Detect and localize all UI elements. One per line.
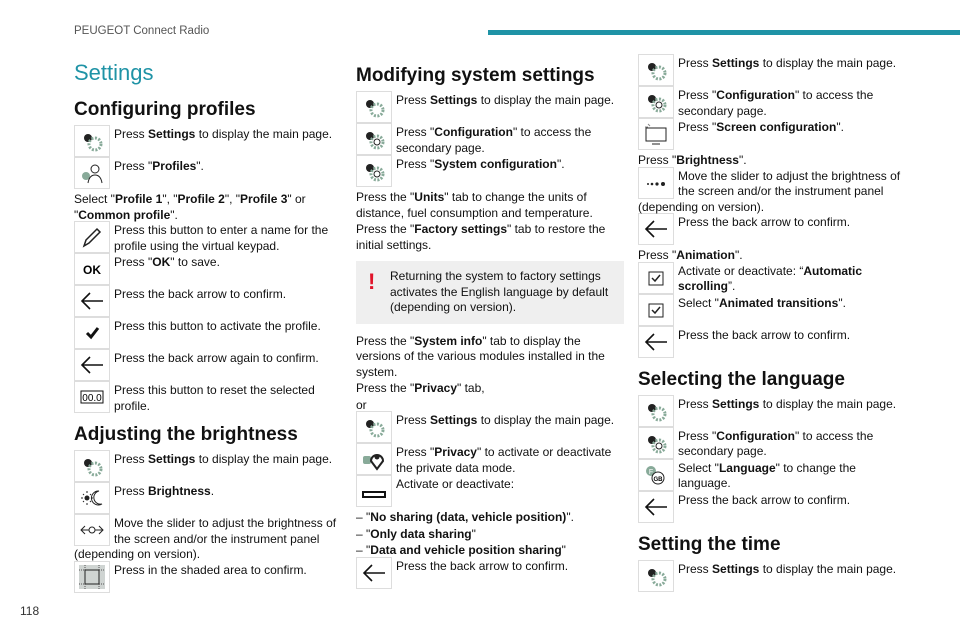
instruction-item [638, 215, 906, 247]
text-run: Press the " [356, 190, 415, 204]
instruction-item [356, 445, 624, 477]
bold-term: Only data sharing [370, 526, 472, 541]
instruction-item [74, 255, 342, 287]
text-run: Select " [74, 192, 115, 206]
bold-term: Common profile [78, 207, 171, 222]
instruction-item [356, 559, 624, 591]
instruction-item [356, 157, 624, 189]
column-middle [356, 56, 624, 591]
page-number: 118 [20, 604, 40, 618]
back-icon [638, 326, 674, 358]
paragraph [638, 153, 906, 169]
bold-term: Profiles [152, 159, 197, 173]
text-run: ". [738, 153, 747, 167]
bold-term: Screen configuration [716, 120, 837, 134]
text-run: Move the slider to adjust the brightness of the screen and/or the instrument panel (depending on version). [74, 516, 337, 561]
text-run: Press [114, 484, 149, 498]
paragraph [356, 543, 624, 559]
gear-icon [74, 125, 110, 157]
text-run: " [561, 543, 566, 557]
instruction-item [356, 125, 624, 157]
text-run: " to activate or deactivate the private data mode. [396, 445, 612, 475]
instruction-item [356, 477, 624, 509]
gear-icon [638, 54, 674, 86]
screen-icon [638, 118, 674, 150]
text-run: Press the back arrow to confirm. [396, 558, 569, 573]
text-run: " to change the language. [678, 460, 856, 490]
text-run: ". [566, 510, 574, 524]
rect-icon [356, 475, 392, 507]
text-run: Press this button to activate the profile. [114, 319, 321, 333]
instruction-item [74, 223, 342, 255]
svg-text:00.0: 00.0 [82, 393, 102, 404]
text-run: Press " [678, 88, 717, 102]
text-run: Press " [114, 159, 153, 173]
checkbox-icon [638, 262, 674, 294]
bold-term: Privacy [414, 381, 457, 395]
bold-term: Settings [712, 396, 760, 411]
back-icon [638, 213, 674, 245]
instruction-item [638, 120, 906, 152]
text-run: Press the " [356, 333, 415, 348]
text-run: to display the main page. [759, 56, 897, 70]
text-run: to display the main page. [759, 561, 897, 576]
text-run: to display the main page. [759, 396, 897, 411]
text-run: Press the back arrow again to confirm. [114, 351, 319, 365]
gear-icon [638, 395, 674, 427]
instruction-item [638, 169, 906, 216]
text-run: – " [356, 526, 371, 541]
text-run: – " [356, 510, 371, 524]
text-run: Press " [396, 157, 435, 171]
text-run: ". [170, 207, 178, 222]
text-run: Press the " [356, 381, 415, 395]
text-run: " tab to display the versions of the various modules installed in the system. [356, 333, 605, 379]
text-run: Press the " [356, 222, 415, 236]
bold-term: System info [414, 333, 483, 348]
brightness-icon [74, 482, 110, 514]
section-heading [74, 98, 342, 122]
instruction-item [638, 88, 906, 120]
section-heading [356, 64, 624, 88]
back-icon [74, 285, 110, 317]
svg-text:F: F [648, 468, 654, 476]
instruction-item [638, 429, 906, 461]
text-run: Press the back arrow to confirm. [678, 327, 851, 342]
instruction-item [638, 562, 906, 594]
config-icon [638, 427, 674, 459]
text-run: Press [678, 56, 713, 70]
text-run: Press " [678, 428, 717, 443]
text-run: or [356, 397, 367, 412]
text-run: Configuring profiles [74, 99, 256, 120]
paragraph [356, 398, 624, 414]
text-run: Press [678, 396, 713, 411]
warning-icon: ! [368, 269, 376, 294]
shaded-icon [74, 561, 110, 593]
instruction-item [638, 493, 906, 525]
header-accent-bar [488, 30, 960, 35]
text-run: ". [836, 120, 844, 134]
text-run: " [471, 526, 476, 541]
instruction-item [74, 516, 342, 563]
text-run: ”. [728, 279, 736, 293]
text-run: " tab to restore the initial settings. [356, 222, 606, 252]
text-run: Move the slider to adjust the brightness of the screen and/or the instrument panel (depending on version). [638, 168, 901, 214]
profile-icon [74, 157, 110, 189]
paragraph [356, 190, 624, 221]
instruction-item [74, 383, 342, 415]
instruction-item [638, 264, 906, 296]
back-icon [356, 557, 392, 589]
bold-term: No sharing (data, vehicle position) [370, 510, 567, 524]
text-run: Press " [396, 445, 435, 459]
instruction-item [638, 56, 906, 88]
instruction-item [638, 296, 906, 328]
text-run: Press [678, 561, 713, 576]
instruction-item [74, 351, 342, 383]
text-run: Press the back arrow to confirm. [114, 287, 287, 301]
column-left [74, 56, 342, 595]
bold-term: Settings [712, 561, 760, 576]
dots-icon [638, 167, 674, 199]
gear-icon [356, 411, 392, 443]
bold-term: Profile 3 [240, 192, 288, 206]
text-run: Modifying system settings [356, 65, 595, 86]
text-run: ". [734, 248, 743, 262]
bold-term: Animation [676, 248, 735, 262]
text-run: " to access the secondary page. [678, 428, 874, 458]
bold-term: Language [718, 460, 776, 475]
bold-term: Profile 2 [177, 192, 225, 206]
text-run: Setting the time [638, 533, 781, 555]
text-run: Press [114, 127, 149, 141]
paragraph [356, 222, 624, 253]
section-heading [74, 423, 342, 447]
text-run: Select " [678, 460, 719, 475]
paragraph [74, 192, 342, 223]
instruction-item [638, 328, 906, 360]
bold-term: Configuration [716, 88, 795, 102]
gear-icon [74, 450, 110, 482]
slider-icon [74, 514, 110, 546]
bold-term: Brightness [676, 153, 739, 167]
text-run: Press in the shaded area to confirm. [114, 562, 307, 577]
text-run: Activate or deactivate: “ [678, 263, 804, 278]
bold-term: Factory settings [414, 222, 507, 236]
text-run: ". [838, 295, 846, 310]
text-run: ", " [162, 192, 178, 206]
bold-term: Profile 1 [114, 192, 163, 206]
gear-icon [356, 91, 392, 123]
bold-term: Settings [430, 93, 478, 107]
text-run: Press " [638, 248, 677, 262]
text-run: " or " [74, 192, 306, 222]
bold-term: Settings [712, 56, 760, 70]
text-run: " to access the secondary page. [678, 88, 874, 118]
paragraph [356, 527, 624, 543]
text-run: Press this button to reset the selected profile. [114, 383, 315, 413]
text-run: " tab, [457, 381, 485, 395]
instruction-item [356, 413, 624, 445]
bold-term: OK [152, 255, 171, 269]
config-icon [638, 86, 674, 118]
check-icon [74, 317, 110, 349]
text-run: " to save. [170, 255, 220, 269]
text-run: ", " [224, 192, 241, 206]
instruction-item [74, 319, 342, 351]
bold-term: Settings [148, 452, 196, 466]
text-run: Press the back arrow to confirm. [678, 215, 851, 229]
bold-term: Settings [430, 413, 478, 427]
bold-term: Privacy [434, 445, 477, 459]
text-run: ". [196, 159, 204, 173]
instruction-item [638, 461, 906, 493]
bold-term: Settings [148, 127, 196, 141]
config-icon [356, 155, 392, 187]
text-run: Press [396, 413, 431, 427]
text-run: Press this button to enter a name for the profile using the virtual keypad. [114, 223, 329, 253]
bold-term: Configuration [434, 125, 513, 139]
text-run: Selecting the language [638, 368, 845, 390]
paragraph [356, 381, 624, 397]
text-run: – " [356, 543, 371, 557]
instruction-item [356, 93, 624, 125]
bold-term: Brightness [148, 484, 211, 498]
text-run: Select " [678, 295, 719, 310]
text-run: Press " [114, 255, 153, 269]
text-run: Press " [638, 153, 677, 167]
gear-icon [638, 560, 674, 592]
text-run: " to access the secondary page. [396, 125, 592, 155]
pencil-icon [74, 221, 110, 253]
text-run: Settings [74, 60, 154, 85]
svg-text:GB: GB [653, 476, 663, 483]
text-run: Press " [396, 125, 435, 139]
text-run: " tab to change the units of distance, fuel consumption and temperature. [356, 190, 593, 220]
text-run: Press [396, 93, 431, 107]
language-icon [638, 459, 674, 491]
paragraph [638, 248, 906, 264]
paragraph [356, 510, 624, 526]
privacy-icon [356, 443, 392, 475]
text-run: Returning the system to factory settings activates the English language by default (depending on version). [390, 269, 609, 314]
bold-term: Configuration [716, 428, 795, 443]
bold-term: System configuration [434, 157, 557, 171]
instruction-item [74, 563, 342, 595]
text-run: Adjusting the brightness [74, 424, 298, 445]
text-run: Press [114, 452, 149, 466]
section-title [74, 60, 342, 86]
text-run: to display the main page. [477, 413, 615, 427]
instruction-item [638, 397, 906, 429]
bold-term: Automatic scrolling [678, 263, 863, 293]
text-run: to display the main page. [195, 127, 333, 141]
warning-note [356, 261, 624, 324]
running-header: PEUGEOT Connect Radio [74, 25, 210, 37]
bold-term: Animated transitions [718, 295, 839, 310]
text-run: Press " [678, 120, 717, 134]
config-icon [356, 123, 392, 155]
paragraph [356, 334, 624, 381]
column-right [638, 56, 906, 594]
bold-term: Data and vehicle position sharing [370, 543, 562, 557]
instruction-item [74, 484, 342, 516]
instruction-item [74, 127, 342, 159]
instruction-item [74, 159, 342, 191]
section-heading [638, 533, 906, 557]
bold-term: Units [414, 190, 445, 204]
instruction-item [74, 452, 342, 484]
text-run: ". [556, 157, 565, 171]
checkbox-icon [638, 294, 674, 326]
section-heading [638, 368, 906, 392]
text-run: to display the main page. [477, 93, 615, 107]
text-run: to display the main page. [195, 452, 333, 466]
reset-icon [74, 381, 110, 413]
text-run: . [210, 484, 215, 498]
text-run: Activate or deactivate: [396, 477, 515, 491]
svg-text:OK: OK [83, 263, 101, 277]
back-icon [638, 491, 674, 523]
ok-icon [74, 253, 110, 285]
instruction-item [74, 287, 342, 319]
text-run: Press the back arrow to confirm. [678, 492, 851, 507]
back-icon [74, 349, 110, 381]
